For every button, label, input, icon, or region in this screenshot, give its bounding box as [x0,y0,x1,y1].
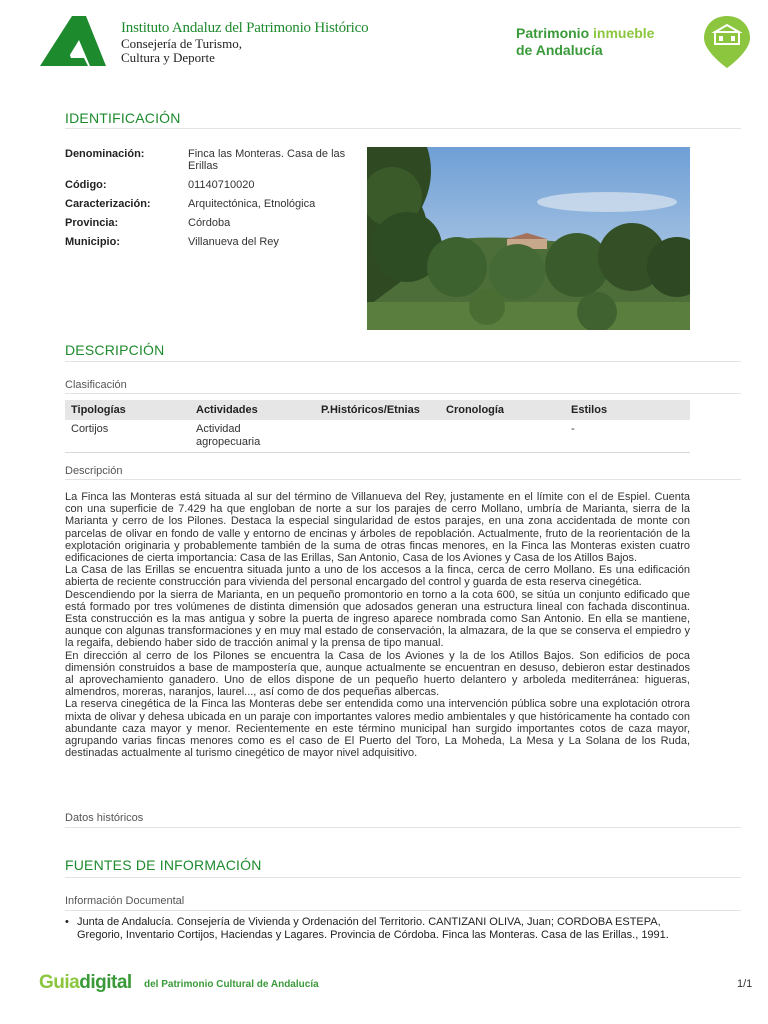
section-title-fuentes: FUENTES DE INFORMACIÓN [65,857,262,873]
source-list-item [65,916,690,941]
institute-title: Instituto Andaluz del Patrimonio Histórico [121,20,369,36]
cell-estilo: - [571,423,575,435]
description-paragraph: En dirección al cerro de los Pilones se encuentra la Casa de los Aviones y la de los Atillos Bajos. Son edificios de poca dimensión construidos a base de mampostería que, aunque actualmente se encuentran en desuso, debieron estar destinados al aprovechamiento ganadero. Uno de ellos dispone de un pequeño huerto delantero y arboleda mediterránea: higueras, almendros, moreras, naranjos, laurel..., así como de dos pequeñas albercas. [65,649,690,699]
junta-andalucia-logo-icon [38,14,108,68]
divider [65,877,741,878]
section-title-identificacion: IDENTIFICACIÓN [65,110,181,126]
institute-subtitle: Consejería de Turismo, Cultura y Deporte [121,36,242,65]
page-number: 1/1 [737,978,753,990]
description-paragraph: La reserva cinegética de la Finca las Monteras debe ser entendida como una intervención pública sobre una explotación otrora mixta de olivar y dehesa ubicada en un paraje con importantes valores medio ambientales y que históricamente ha contado con abundante caza mayor y menor. Recientemente en este término municipal han surgido importantes cotos de caza mayor, agrupando varias fincas menores como es el caso de El Puerto del Toro, La Moheda, La Mesa y La Solana de los Ruda, destinadas actualmente al turismo cinegético de mayor nivel adquisitivo. [65,698,690,760]
guia-digital-subtitle: del Patrimonio Cultural de Andalucía [144,979,319,990]
section-title-descripcion: DESCRIPCIÓN [65,342,165,358]
divider [65,128,741,129]
description-paragraph: Descendiendo por la sierra de Marianta, en un pequeño promontorio en torno a la cota 600, se sitúa un conjunto edificado que está formado por tres volúmenes de distinta dimensión que adosados generan una estructura lineal con fachada discontinua. Esta construcción es la mas antigua y sobre la puerta de ingreso aparece nombrada como San Antonio. En ella se mantiene, aunque con algunas transformaciones y en muy mal estado de conservación, la almazara, de la que se conserva el empiedro y la regaifa, debiendo haber sido de tracción animal y la prensa de tipo manual. [65,588,690,650]
col-tipologias: Tipologías [71,404,126,416]
clasificacion-label: Clasificación [65,379,127,391]
page-header [0,0,768,80]
divider [65,452,690,453]
divider [65,361,741,362]
description-paragraph: La Casa de las Erillas se encuentra situada junto a uno de los accesos a la finca, cerca de cerro Mollano. Es una edificación abierta de reciente construcción para vivienda del personal encargado del control y guarda de esta reserva cinegética. [65,564,690,589]
datos-historicos-label: Datos históricos [65,812,144,824]
cell-tipologia: Cortijos [71,423,109,435]
source-text: Junta de Andalucía. Consejería de Vivienda y Ordenación del Territorio. CANTIZANI OLIVA, Juan; CORDOBA ESTEPA, Gregorio, Inventario Cortijos, Haciendas y Lagares. Provincia de Córdoba. Finca las Monteras. Casa de las Erillas., 1991. [77,916,669,941]
patrimonio-inmueble-title: Patrimonio inmueble de Andalucía [516,25,655,58]
divider [65,479,741,480]
informacion-documental-label: Información Documental [65,895,185,907]
col-estilos: Estilos [571,404,608,416]
col-periodos: P.Históricos/Etnias [321,404,420,416]
guia-digital-logo: Guiadigital [39,972,132,993]
col-actividades: Actividades [196,404,258,416]
bullet: • [65,916,69,928]
divider [65,910,741,911]
landscape-photo [367,147,690,330]
map-pin-icon [701,14,753,70]
description-paragraph: La Finca las Monteras está situada al sur del término de Villanueva del Rey, justamente en el límite con el de Espiel. Cuenta con una superficie de 7.429 ha que engloban de norte a sur los parajes de cerro Mollano, umbría de Marianta, sierra de la Marianta y cerro de los Pilones. Destaca la especial singularidad de estos parajes, en una zona accidentada de monte con parcelas de olivar en fondo de valle y entorno de encinas y árboles de repoblación. Actualmente, fruto de la reorientación de la explotación originaria y probablemente también de la suma de otras fincas menores, en la Finca las Monteras existen cuatro edificaciones de cierta importancia: Casa de las Erillas, San Antonio, Casa de los Aviones y Casa de los Atillos Bajos. [65,491,690,565]
col-cronologia: Cronología [446,404,505,416]
divider [65,827,741,828]
classification-table-header [65,400,690,420]
cell-actividad: Actividad agropecuaria [196,423,261,448]
descripcion-label: Descripción [65,465,123,477]
description-text [65,491,690,759]
divider [65,393,741,394]
